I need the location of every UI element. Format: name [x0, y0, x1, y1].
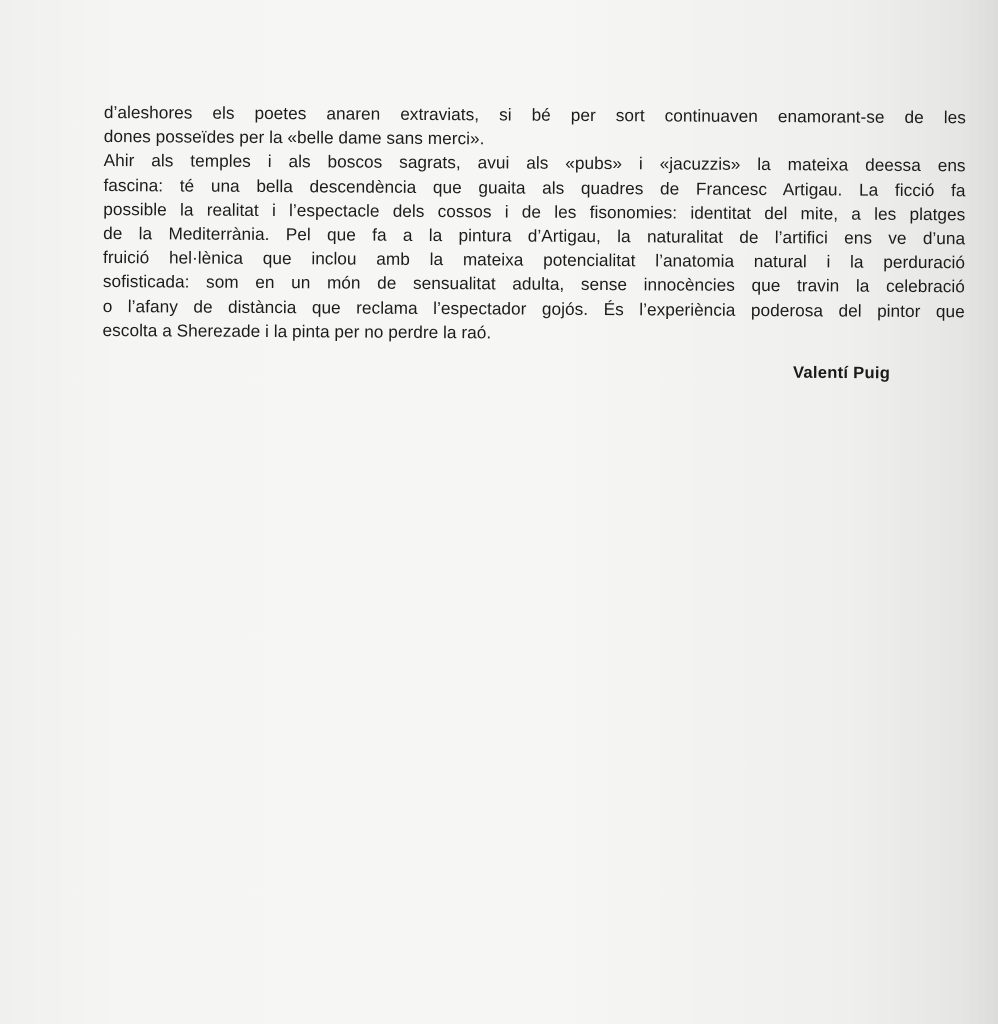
body-text	[103, 100, 966, 347]
text-line: fascina: té una bella descendència que guaita als quadres de Francesc Artigau. La ficció fa	[103, 174, 966, 200]
text-line: dones posseïdes per la «belle dame sans merci».	[103, 126, 485, 149]
text-line: Ahir als temples i als boscos sagrats, avui als «pubs» i «jacuzzis» la mateixa deessa ens	[103, 150, 966, 176]
text-line: o l’afany de distància que reclama l’espectador gojós. És l’experiència poderosa del pintor que	[102, 295, 965, 321]
text-line: possible la realitat i l’espectacle dels cossos i de les fisonomies: identitat del mite, a les platges	[103, 198, 966, 225]
text-line: sofisticada: som en un món de sensualitat adulta, sense innocències que travin la celebració	[102, 271, 965, 297]
text-line: escolta a Sherezade i la pinta per no perdre la raó.	[102, 319, 492, 343]
text-line: d’aleshores els poetes anaren extraviats, si bé per sort continuaven enamorant-se de les	[103, 101, 966, 128]
text-line: fruició hel·lènica que inclou amb la mateixa potencialitat l’anatomia natural i la perduració	[102, 247, 966, 273]
author-signature: Valentí Puig	[792, 363, 891, 383]
text-line: de la Mediterrània. Pel que fa a la pintura d’Artigau, la naturalitat de l’artifici ens ve d’una	[103, 222, 966, 249]
